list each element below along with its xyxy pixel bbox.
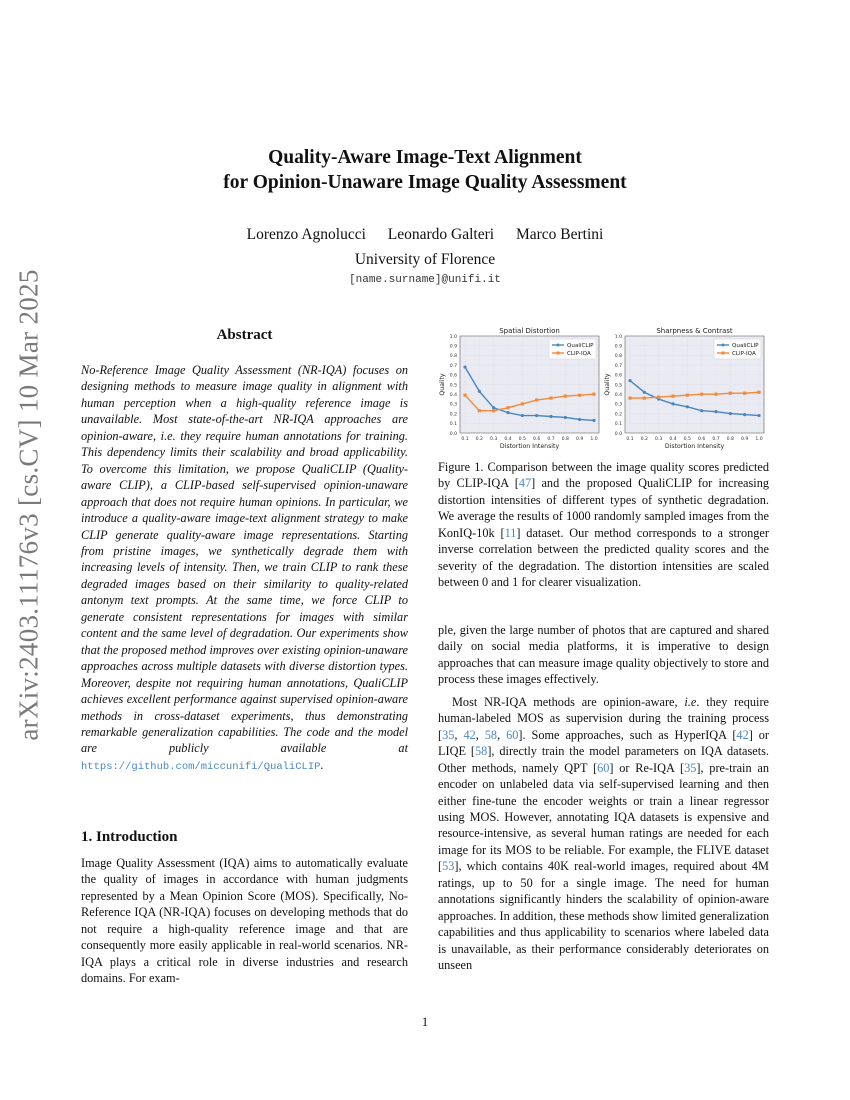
citation-link[interactable]: 42: [463, 727, 476, 742]
citation-link[interactable]: 35: [442, 727, 455, 742]
y-tick-label: 0.8: [449, 354, 457, 360]
x-tick-label: 0.7: [547, 437, 555, 442]
legend-label: CLIP-IQA: [567, 351, 591, 357]
data-point: [686, 405, 689, 408]
x-tick-label: 0.3: [490, 437, 498, 442]
data-point: [592, 419, 595, 422]
y-tick-label: 0.7: [614, 363, 622, 369]
y-tick-label: 0.1: [614, 422, 622, 428]
y-tick-label: 0.3: [449, 402, 457, 408]
data-point: [628, 379, 631, 382]
data-point: [549, 415, 552, 418]
data-point: [657, 396, 660, 399]
chart-title: Spatial Distortion: [499, 327, 560, 335]
arxiv-id-text[interactable]: arXiv:2403.11176v3 [cs.CV] 10 Mar 2025: [13, 269, 44, 741]
data-point: [549, 396, 552, 399]
legend-label: CLIP-IQA: [732, 351, 756, 357]
y-tick-label: 0.6: [614, 373, 622, 379]
y-tick-label: 0.6: [449, 373, 457, 379]
x-tick-label: 0.4: [669, 437, 677, 442]
citation-link[interactable]: 53: [442, 859, 455, 874]
citation-link[interactable]: 60: [597, 760, 610, 775]
caption-text: ] dataset. Our method corresponds to a stronger inverse correlation between the predicted quality scores and the severity of the degradation. The distortion intensities are scaled between 0 and 1 for clearer visualization.: [438, 525, 769, 590]
y-tick-label: 0.1: [449, 422, 457, 428]
caption-text: ] and the proposed QualiCLIP for increasing distortion intensities of different types of synthetic degradation. We average the results of 1000 randomly sampled images from the KonIQ-10k [: [438, 476, 769, 540]
y-tick-label: 0.2: [449, 412, 457, 418]
data-point: [506, 411, 509, 414]
citation-link[interactable]: 11: [504, 525, 517, 540]
x-tick-label: 0.1: [461, 437, 469, 442]
y-tick-label: 0.5: [614, 383, 622, 389]
citation-link[interactable]: 47: [518, 476, 532, 491]
data-point: [743, 392, 746, 395]
x-tick-label: 0.9: [576, 437, 584, 442]
y-tick-label: 0.3: [614, 402, 622, 408]
data-point: [729, 392, 732, 395]
x-tick-label: 0.7: [712, 437, 720, 442]
data-point: [671, 395, 674, 398]
text: Most NR-IQA methods are opinion-aware,: [452, 694, 685, 709]
text: ], pre-train an encoder on unlabeled data via self-supervised learning and then either fine-tune the encoder weights or train a linear regressor using MOS. However, annotating IQA datasets is expensive and resource-intensive, as several human ratings are needed for each image for its MOS to be reliable. For example, the FLIVE dataset [: [438, 760, 769, 874]
data-point: [643, 391, 646, 394]
text: ], directly train the model parameters on IQA datasets. Other methods, namely QPT [: [438, 744, 770, 775]
right-column-text: [438, 622, 769, 974]
legend-label: QualiCLIP: [732, 343, 759, 349]
legend-label: QualiCLIP: [567, 343, 594, 349]
chart-sharpness-contrast: [601, 323, 776, 453]
caption-text: Figure 1. Comparison between the image quality scores predicted by CLIP-IQA [: [438, 460, 769, 491]
x-tick-label: 0.8: [726, 437, 734, 442]
text: ] or Re-IQA [: [609, 760, 685, 775]
y-axis-label: Quality: [439, 373, 446, 396]
y-tick-label: 0.5: [449, 383, 457, 389]
x-tick-label: 0.4: [504, 437, 512, 442]
data-point: [578, 394, 581, 397]
x-tick-label: 0.1: [626, 437, 634, 442]
y-tick-label: 0.4: [449, 393, 457, 398]
data-point: [643, 396, 646, 399]
text: ], which contains 40K real-world images, required about 4M ratings, up to 50 for a single image. The need for human annotations significantly hinders the scalability of opinion-aware approaches. In addition, these methods show limited generalization capabilities and thus applicability to scenarios where labeled data is unavailable, as their performance considerably deteriorates on unseen: [438, 859, 769, 973]
y-tick-label: 1.0: [614, 334, 622, 340]
y-tick-label: 1.0: [449, 334, 457, 340]
y-tick-label: 0.0: [614, 431, 622, 437]
intro-paragraph-1-continued: ple, given the large number of photos that are captured and shared daily on social media platforms, it is imperative to design approaches that can measure image quality objectively to store and process these images effectively.: [438, 623, 769, 687]
x-tick-label: 0.6: [698, 437, 706, 442]
citation-link[interactable]: 42: [736, 727, 749, 742]
data-point: [463, 365, 466, 368]
page-number: 1: [421, 1015, 429, 1029]
x-tick-label: 0.3: [655, 437, 663, 442]
citation-link[interactable]: 60: [506, 727, 519, 742]
author: Lorenzo Agnolucci: [246, 226, 366, 243]
data-point: [492, 409, 495, 412]
data-point: [700, 409, 703, 412]
text: . they require human-labeled MOS as supervision during the training process [: [438, 694, 769, 742]
citation-link[interactable]: 35: [684, 760, 697, 775]
data-point: [506, 406, 509, 409]
legend-marker: [722, 352, 725, 355]
y-tick-label: 0.2: [614, 412, 622, 418]
author: Marco Bertini: [515, 226, 604, 243]
data-point: [521, 402, 524, 405]
intro-paragraph-2: Most NR-IQA methods are opinion-aware, i.e. they require human-labeled MOS as supervision during the training process [35, 42, 58, 60]. Some approaches, such as HyperIQA [42] or LIQE [58], directly train the model parameters on IQA datasets. Other methods, namely QPT [60] or Re-IQA [35], pre-train an encoder on unlabeled data via self-supervised learning and then either fine-tune the encoder weights or train a linear regressor using MOS. However, annotating IQA datasets is expensive and resource-intensive, as several human ratings are needed for each image for its MOS to be reliable. For example, the FLIVE dataset [53], which contains 40K real-world images, required about 4M ratings, up to 50 for a single image. The need for human annotations significantly hinders the scalability of opinion-aware approaches. In addition, these methods show limited generalization capabilities and thus applicability to scenarios where labeled data is unavailable, as their performance considerably deteriorates on unseen: [438, 694, 770, 973]
data-point: [700, 393, 703, 396]
text: ]. Some approaches, such as HyperIQA [: [518, 727, 737, 742]
chart-spatial-distortion: [436, 323, 611, 453]
x-tick-label: 1.0: [755, 437, 763, 442]
y-tick-label: 0.8: [614, 354, 622, 360]
data-point: [686, 394, 689, 397]
abstract-heading: Abstract: [216, 327, 273, 343]
section-heading-introduction: 1. Introduction: [81, 829, 178, 845]
data-point: [478, 409, 481, 412]
figure-caption: [438, 459, 769, 591]
x-axis-label: Distortion Intensity: [664, 443, 725, 450]
x-tick-label: 0.2: [475, 437, 483, 442]
data-point: [492, 406, 495, 409]
chart-svg: [436, 323, 611, 453]
x-tick-label: 0.8: [561, 437, 569, 442]
data-point: [564, 416, 567, 419]
data-point: [743, 413, 746, 416]
code-link[interactable]: https://github.com/miccunifi/QualiCLIP: [81, 760, 321, 773]
title-line-1: Quality-Aware Image-Text Alignment: [268, 147, 582, 168]
paper-title: [0, 145, 850, 195]
legend-marker: [722, 344, 725, 347]
y-tick-label: 0.4: [614, 393, 622, 398]
text: i.e: [684, 694, 697, 709]
abstract-text: No-Reference Image Quality Assessment (NR-IQA) focuses on designing methods to measure image quality in alignment with human perception when a high-quality reference image is unavailable. Most state-of-the-art NR-IQA approaches are opinion-aware, i.e. they require human annotations for training. This dependency limits their scalability and broad applicability. To overcome this limitation, we propose QualiCLIP (Quality-aware CLIP), a CLIP-based self-supervised opinion-unaware approach that does not require human opinions. In particular, we introduce a quality-aware image-text alignment strategy to make CLIP generate quality-aware image representations. Starting from pristine images, we synthetically degrade them with increasing levels of intensity. Then, we train CLIP to rank these degraded images based on their similarity to quality-related antonym text prompts. At the same time, we force CLIP to generate consistent representations for images with similar content and the same level of degradation. Our experiments show that the proposed method improves over existing opinion-unaware approaches across multiple datasets with diverse distortion types. Moreover, despite not requiring human annotations, QualiCLIP achieves excellent performance against supervised opinion-aware methods in cross-dataset experiments, thus demonstrating remarkable generalization capabilities. The code and the model are publicly available at: [81, 363, 408, 756]
data-point: [628, 396, 631, 399]
chart-svg: [601, 323, 776, 453]
data-point: [578, 418, 581, 421]
data-point: [535, 414, 538, 417]
y-tick-label: 0.9: [614, 344, 622, 350]
citation-link[interactable]: 58: [484, 727, 498, 742]
author-list: [0, 226, 850, 244]
email: [name.surname]@unifi.it: [349, 274, 501, 286]
x-tick-label: 0.5: [683, 437, 691, 442]
y-tick-label: 0.7: [449, 363, 457, 369]
data-point: [592, 393, 595, 396]
author: Leonardo Galteri: [387, 226, 495, 243]
x-tick-label: 0.9: [741, 437, 749, 442]
data-point: [757, 414, 760, 417]
data-point: [671, 402, 674, 405]
y-tick-label: 0.0: [449, 431, 457, 437]
legend-marker: [557, 352, 560, 355]
x-tick-label: 0.6: [533, 437, 541, 442]
intro-paragraph-1: Image Quality Assessment (IQA) aims to automatically evaluate the quality of images in accordance with human judgments represented by a Mean Opinion Score (MOS). Specifically, No-Reference IQA (NR-IQA) focuses on developing methods that do not require a high-quality reference image and that are consequently more easily applicable in real-world scenarios. NR-IQA plays a critical role in diverse industries and research domains. For exam-: [81, 856, 408, 986]
arxiv-stamp: [6, 269, 52, 741]
data-point: [729, 412, 732, 415]
text: ] or LIQE [: [438, 727, 770, 759]
y-axis-label: Quality: [604, 373, 611, 396]
data-point: [757, 391, 760, 394]
data-point: [478, 390, 481, 393]
data-point: [564, 395, 567, 398]
data-point: [535, 398, 538, 401]
data-point: [714, 410, 717, 413]
legend-marker: [557, 344, 560, 347]
abstract-body: [81, 362, 408, 775]
data-point: [714, 393, 717, 396]
x-tick-label: 0.2: [640, 437, 648, 442]
y-tick-label: 0.9: [449, 344, 457, 350]
abstract-end: .: [320, 757, 324, 772]
data-point: [521, 414, 524, 417]
x-tick-label: 0.5: [518, 437, 526, 442]
x-axis-label: Distortion Intensity: [499, 443, 560, 450]
citation-link[interactable]: 58: [475, 744, 488, 759]
title-line-2: for Opinion-Unaware Image Quality Assessment: [223, 172, 627, 193]
chart-title: Sharpness & Contrast: [656, 327, 733, 335]
data-point: [463, 394, 466, 397]
x-tick-label: 1.0: [590, 437, 598, 442]
affiliation: University of Florence: [354, 251, 496, 268]
